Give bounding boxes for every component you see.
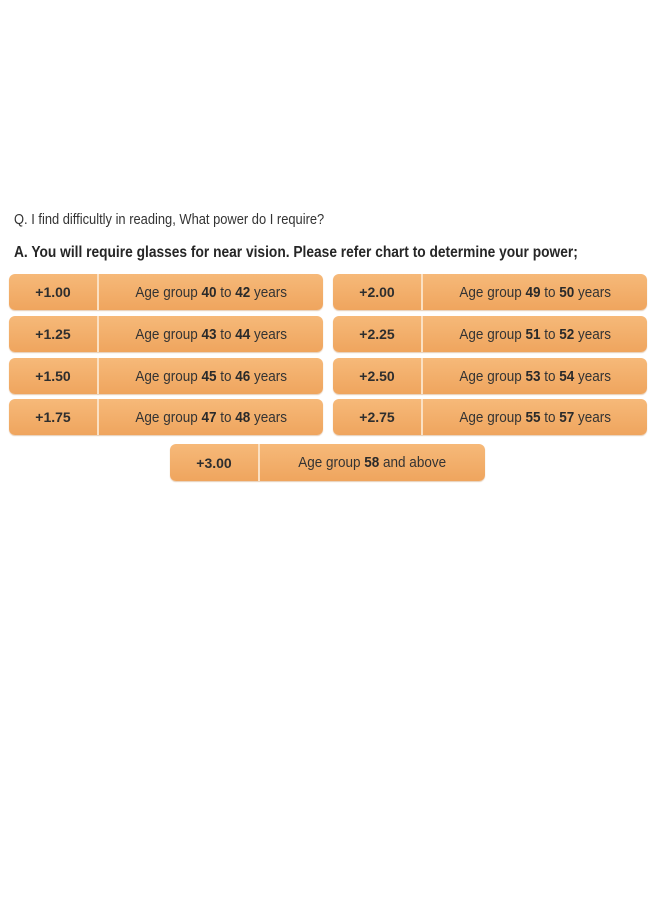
power-value: +2.50 [333, 358, 423, 394]
power-value: +1.25 [9, 316, 99, 352]
answer-text: A. You will require glasses for near vision. Please refer chart to determine your power; [14, 244, 578, 261]
power-value: +1.00 [9, 274, 99, 310]
power-row [9, 399, 323, 435]
question-text: Q. I find difficultly in reading, What power do I require? [14, 211, 325, 228]
power-value: +2.25 [333, 316, 423, 352]
age-range: Age group 55 to 57 years [459, 408, 611, 426]
age-range: Age group 51 to 52 years [459, 325, 611, 343]
power-value: +1.75 [9, 399, 99, 435]
power-row [170, 444, 485, 481]
power-value: +3.00 [170, 444, 260, 481]
age-range: Age group 49 to 50 years [459, 283, 611, 301]
age-range: Age group 45 to 46 years [135, 367, 287, 385]
age-range: Age group 58 and above [298, 454, 447, 471]
age-range: Age group 53 to 54 years [459, 367, 611, 385]
power-row [333, 358, 647, 394]
power-row [333, 399, 647, 435]
power-row [333, 274, 647, 310]
power-row [9, 316, 323, 352]
power-value: +1.50 [9, 358, 99, 394]
power-row [9, 358, 323, 394]
power-value: +2.75 [333, 399, 423, 435]
power-row [333, 316, 647, 352]
age-range: Age group 47 to 48 years [135, 408, 287, 426]
power-row [9, 274, 323, 310]
age-range: Age group 43 to 44 years [135, 325, 287, 343]
power-value: +2.00 [333, 274, 423, 310]
age-range: Age group 40 to 42 years [135, 283, 287, 301]
